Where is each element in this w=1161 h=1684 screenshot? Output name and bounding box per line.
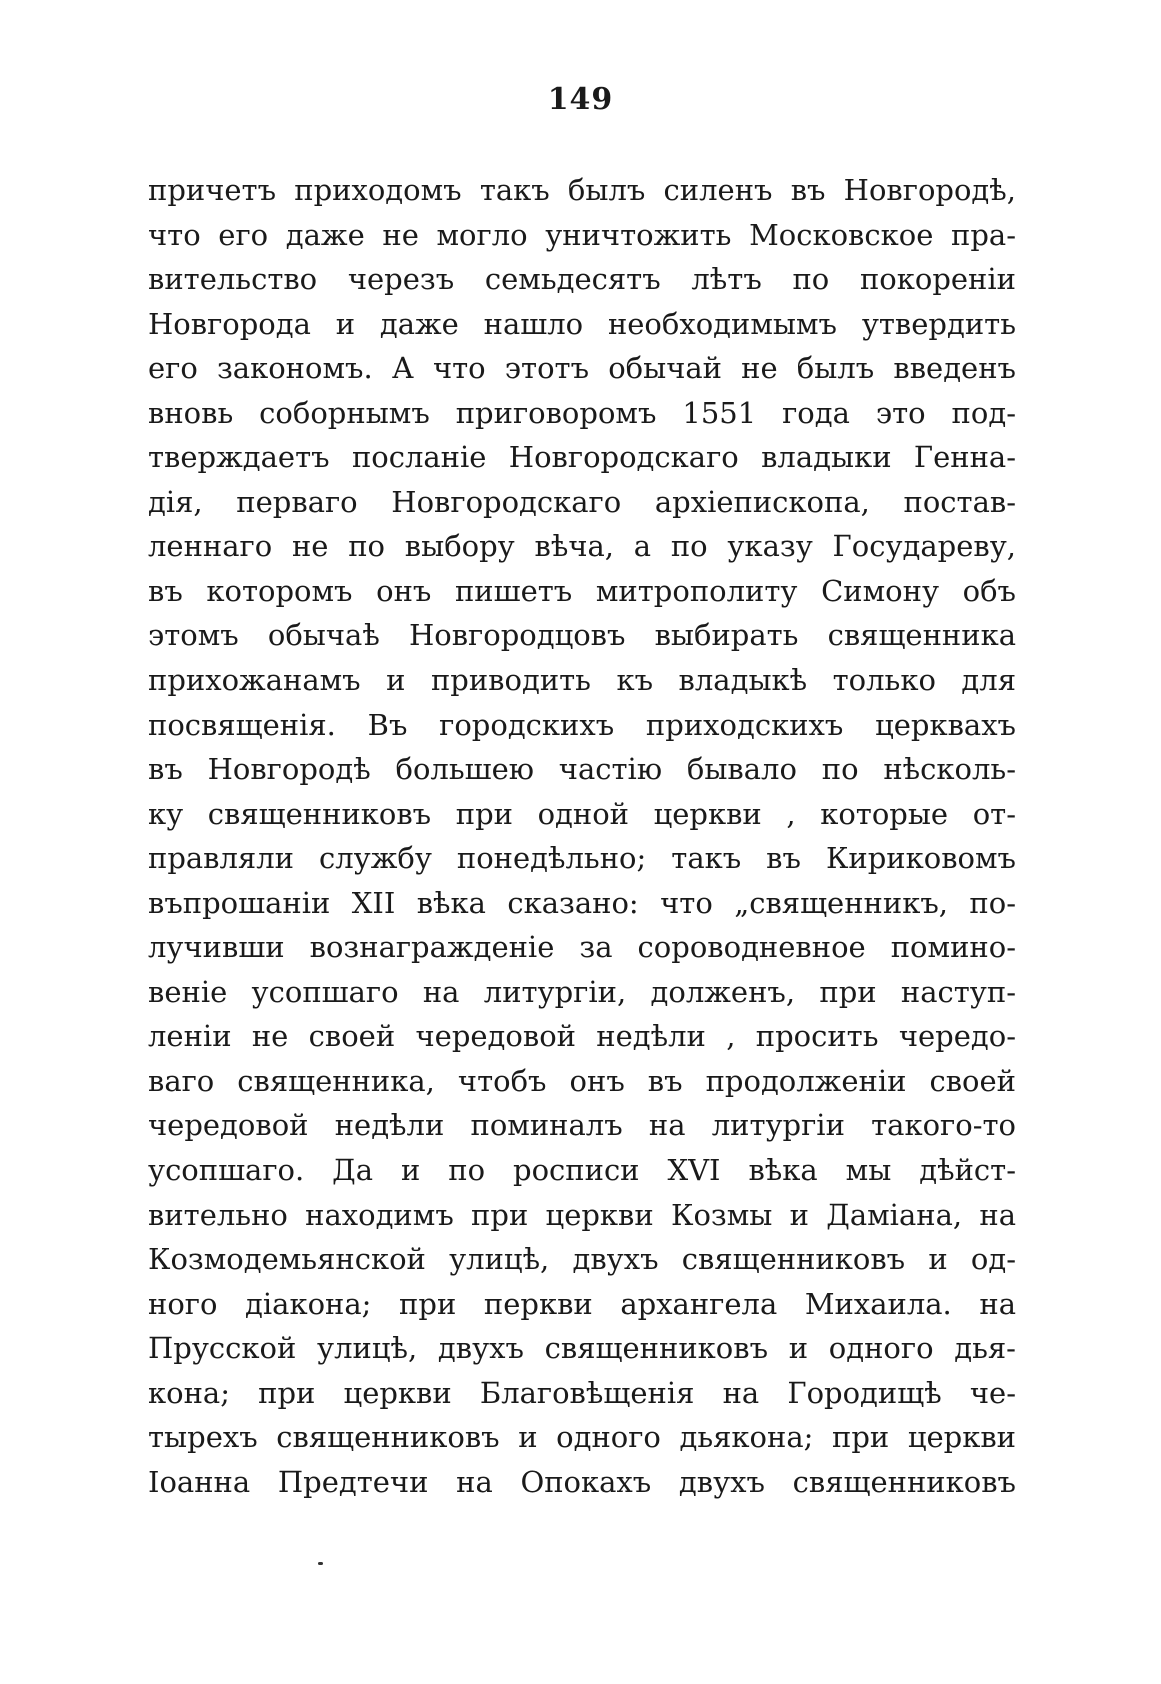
text-line: его закономъ. А что этотъ обычай не былъ введенъ: [148, 351, 1016, 386]
text-line: вительно находимъ при церкви Козмы и Даміана, на: [148, 1197, 1016, 1232]
text-line: вновь соборнымъ приговоромъ 1551 года это под-: [148, 395, 1016, 430]
text-line: Іоанна Предтечи на Опокахъ двухъ священниковъ: [148, 1464, 1016, 1499]
text-line: лучивши вознагражденіе за сороводневное помино-: [148, 930, 1016, 965]
text-line: въ которомъ онъ пишетъ митрополиту Симону объ: [148, 573, 1016, 608]
text-line: усопшаго. Да и по росписи XVI вѣка мы дѣйст-: [148, 1153, 1016, 1188]
text-line: леніи не своей чередовой недѣли , просить чередо-: [148, 1019, 1016, 1054]
text-line: кона; при церкви Благовѣщенія на Городищѣ че-: [148, 1375, 1016, 1410]
text-line: ного діакона; при перкви архангела Михаила. на: [148, 1286, 1016, 1321]
text-line: прихожанамъ и приводить къ владыкѣ только для: [148, 663, 1016, 698]
page-number: 149: [547, 82, 614, 117]
text-line: правляли службу понедѣльно; такъ въ Кириковомъ: [148, 841, 1016, 876]
text-line: леннаго не по выбору вѣча, а по указу Государеву,: [148, 529, 1016, 564]
text-line: вительство черезъ семьдесятъ лѣтъ по покореніи: [148, 262, 1016, 297]
text-line: въ Новгородѣ большею частію бывало по нѣсколь-: [148, 752, 1016, 787]
text-line: Козмодемьянской улицѣ, двухъ священниковъ и од-: [148, 1242, 1016, 1277]
text-line: ку священниковъ при одной церкви , которые от-: [148, 796, 1016, 831]
text-line: что его даже не могло уничтожить Московское пра-: [148, 217, 1016, 252]
text-line: Прусской улицѣ, двухъ священниковъ и одного дья-: [148, 1331, 1016, 1366]
text-line: чередовой недѣли поминалъ на литургіи такого-то: [148, 1108, 1016, 1143]
text-line: тырехъ священниковъ и одного дьякона; при церкви: [148, 1420, 1016, 1455]
text-line: въпрошаніи XII вѣка сказано: что „священникъ, по-: [148, 885, 1016, 920]
text-line: посвященія. Въ городскихъ приходскихъ церквахъ: [148, 707, 1016, 742]
text-line: Новгорода и даже нашло необходимымъ утвердить: [148, 306, 1016, 341]
text-line: дія, перваго Новгородскаго архіепископа, постав-: [148, 484, 1016, 519]
body-text: [148, 168, 1016, 1504]
text-line: этомъ обычаѣ Новгородцовъ выбирать священника: [148, 618, 1016, 653]
text-line: причетъ приходомъ такъ былъ силенъ въ Новгородѣ,: [148, 173, 1016, 207]
print-speck: [318, 1562, 323, 1565]
text-line: тверждаетъ посланіе Новгородскаго владыки Генна-: [148, 440, 1016, 475]
text-line: ваго священника, чтобъ онъ въ продолженіи своей: [148, 1063, 1016, 1098]
text-line: веніе усопшаго на литургіи, долженъ, при наступ-: [148, 974, 1016, 1009]
